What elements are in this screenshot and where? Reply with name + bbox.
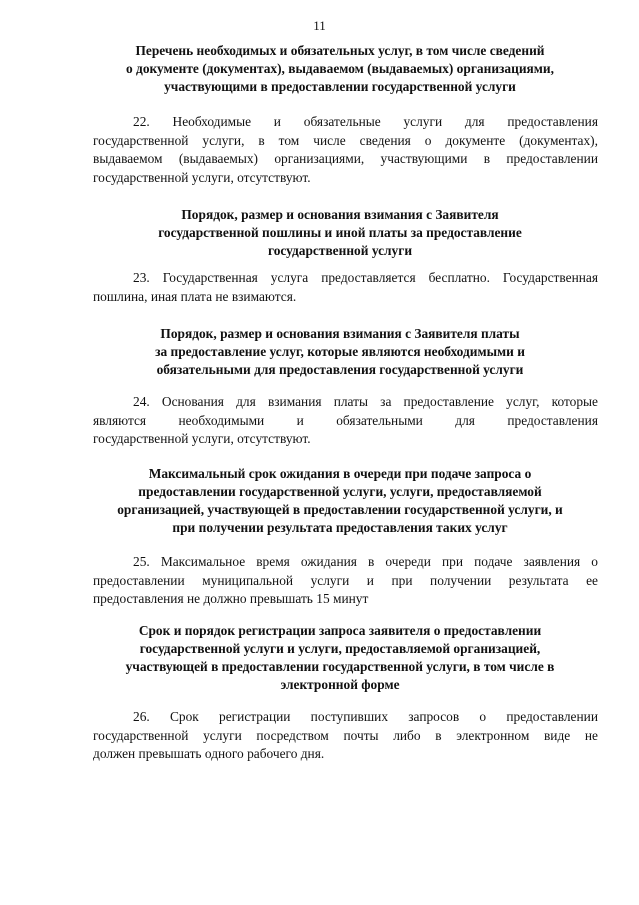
- heading-line: Перечень необходимых и обязательных услуг, в том числе сведений: [135, 43, 545, 58]
- heading-line: организацией, участвующей в предоставлении государственной услуги, и: [117, 502, 563, 517]
- paragraph-line: 26. Срок регистрации поступивших запросов о предоставлении: [133, 709, 598, 724]
- section-heading-3: [80, 325, 600, 379]
- paragraph-line: государственной услуги, в том числе сведения о документе (документах),: [93, 132, 598, 148]
- heading-line: обязательными для предоставления государственной услуги: [156, 362, 524, 377]
- heading-line: Порядок, размер и основания взимания с Заявителя: [181, 207, 499, 222]
- heading-line: участвующими в предоставлении государственной услуги: [164, 79, 516, 94]
- paragraph-25: [93, 553, 598, 609]
- paragraph-line: государственной услуги, отсутствуют.: [93, 169, 311, 185]
- paragraph-22: [93, 113, 598, 187]
- heading-line: о документе (документах), выдаваемом (выдаваемых) организациями,: [126, 61, 554, 76]
- paragraph-line: выдаваемом (выдаваемых) организациями, участвующими в предоставлении: [93, 151, 598, 166]
- heading-line: государственной услуги и услуги, предоставляемой организацией,: [139, 641, 541, 656]
- paragraph-line: 24. Основания для взимания платы за предоставление услуг, которые: [133, 394, 598, 409]
- paragraph-line: пошлина, иная плата не взимаются.: [93, 288, 297, 304]
- paragraph-line: 23. Государственная услуга предоставляется бесплатно. Государственная: [133, 270, 598, 285]
- heading-line: Максимальный срок ожидания в очереди при подаче запроса о: [148, 466, 532, 481]
- paragraph-line: являются необходимыми и обязательными для предоставления: [93, 412, 598, 428]
- paragraph-line: 25. Максимальное время ожидания в очереди при подаче заявления о: [133, 554, 598, 569]
- heading-line: за предоставление услуг, которые являются необходимыми и: [155, 344, 525, 359]
- paragraph-line: предоставлении муниципальной услуги и при получении результата ее: [93, 572, 598, 588]
- paragraph-line: государственной услуги посредством почты либо в электронном виде не: [93, 727, 598, 743]
- section-heading-2: [80, 206, 600, 260]
- heading-line: государственной услуги: [267, 243, 413, 258]
- paragraph-24: [93, 393, 598, 449]
- heading-line: при получении результата предоставления таких услуг: [172, 520, 508, 535]
- heading-line: предоставлении государственной услуги, услуги, предоставляемой: [138, 484, 542, 499]
- paragraph-line: предоставления не должно превышать 15 минут: [93, 591, 369, 606]
- paragraph-line: должен превышать одного рабочего дня.: [93, 746, 325, 761]
- paragraph-23: [93, 269, 598, 306]
- heading-line: Срок и порядок регистрации запроса заявителя о предоставлении: [138, 623, 542, 638]
- heading-line: участвующей в предоставлении государственной услуги, в том числе в: [125, 659, 555, 674]
- paragraph-line: 22. Необходимые и обязательные услуги для предоставления: [133, 114, 598, 129]
- section-heading-1: [80, 42, 600, 96]
- section-heading-4: [80, 465, 600, 537]
- heading-line: электронной форме: [280, 677, 400, 692]
- heading-line: государственной пошлины и иной платы за предоставление: [158, 225, 522, 240]
- paragraph-line: государственной услуги, отсутствуют.: [93, 431, 311, 446]
- section-heading-5: [80, 622, 600, 694]
- page-number: 11: [313, 18, 326, 33]
- heading-line: Порядок, размер и основания взимания с Заявителя платы: [160, 326, 520, 341]
- paragraph-26: [93, 708, 598, 764]
